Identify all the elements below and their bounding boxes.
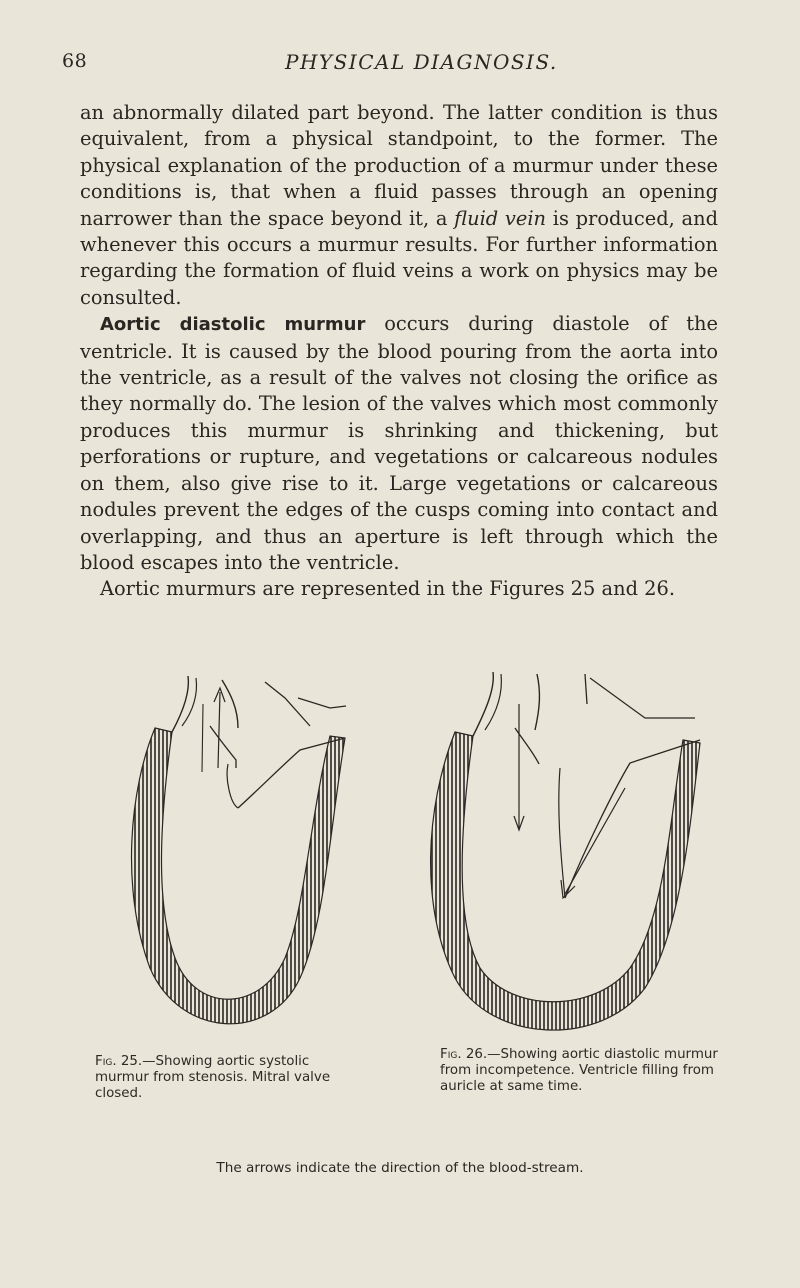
paragraph-2: Aortic diastolic murmur occurs during diastole of the ventricle. It is caused by the blood pouring from the aorta into the ventricle, as a result of the valves not closing the orifice as they normally do. The lesion of the valves which most commonly produces this murmur is shrinking and thickening, but perforations or rupture, and vegetations or calcareous nodules on them, also give rise to it. Large vegetations or calcareous nodules prevent the edges of the cusps coming into contact and overlapping, and thus an aperture is left through which the blood escapes into the ventricle. [80,312,718,574]
section-heading-aortic-diastolic: Aortic diastolic murmur [100,314,366,336]
figure-25-caption: Fig. 25.—Showing aortic systolic murmur from stenosis. Mitral valve closed. [95,1054,331,1101]
body-text [80,100,718,603]
aorta-left-line2 [182,678,196,726]
figure-26-label: Fig. 26. [440,1047,488,1062]
figure-26-caption: Fig. 26.—Showing aortic diastolic murmur from incompetence. Ventricle filling from auricle at same time. [440,1047,718,1094]
aorta-left-wall [172,676,188,732]
figure-26-heart-diagram [415,668,705,1048]
septum-inner [559,768,565,898]
figure-note: The arrows indicate the direction of the blood-stream. [216,1160,584,1176]
aorta-right-wall [222,680,238,728]
aorta-right-wall [535,674,539,730]
auricle-line [585,674,587,704]
paragraph-1: an abnormally dilated part beyond. The latter condition is thus equivalent, from a physical standpoint, to the former. The physical explanation of the production of a murmur under these conditions is, that when a fluid passes through an opening narrower than the space beyond it, a fluid vein is produced, and whenever this occurs a murmur results. For further information regarding the formation of fluid veins a work on physics may be consulted. [80,101,718,309]
figure-25-label: Fig. 25. [95,1054,143,1069]
page-header [0,50,800,80]
fluid-vein-term: fluid vein [454,206,547,230]
blood-stream-arrow [218,692,220,768]
septum-inner [227,764,238,808]
figure-25-heart-diagram [110,668,360,1048]
paragraph-3: Aortic murmurs are represented in the Figures 25 and 26. [100,577,675,601]
aorta-left-wall [473,672,493,736]
auricle-arrow [565,788,625,894]
page-number: 68 [62,50,88,72]
ventricle-wall [131,728,345,1024]
running-head: PHYSICAL DIAGNOSIS. [285,50,558,74]
ventricle-wall [431,732,700,1030]
auricle-line2 [590,678,695,718]
auricle-line [265,682,310,726]
valve-line [210,726,236,768]
auricle-line2 [298,698,346,708]
